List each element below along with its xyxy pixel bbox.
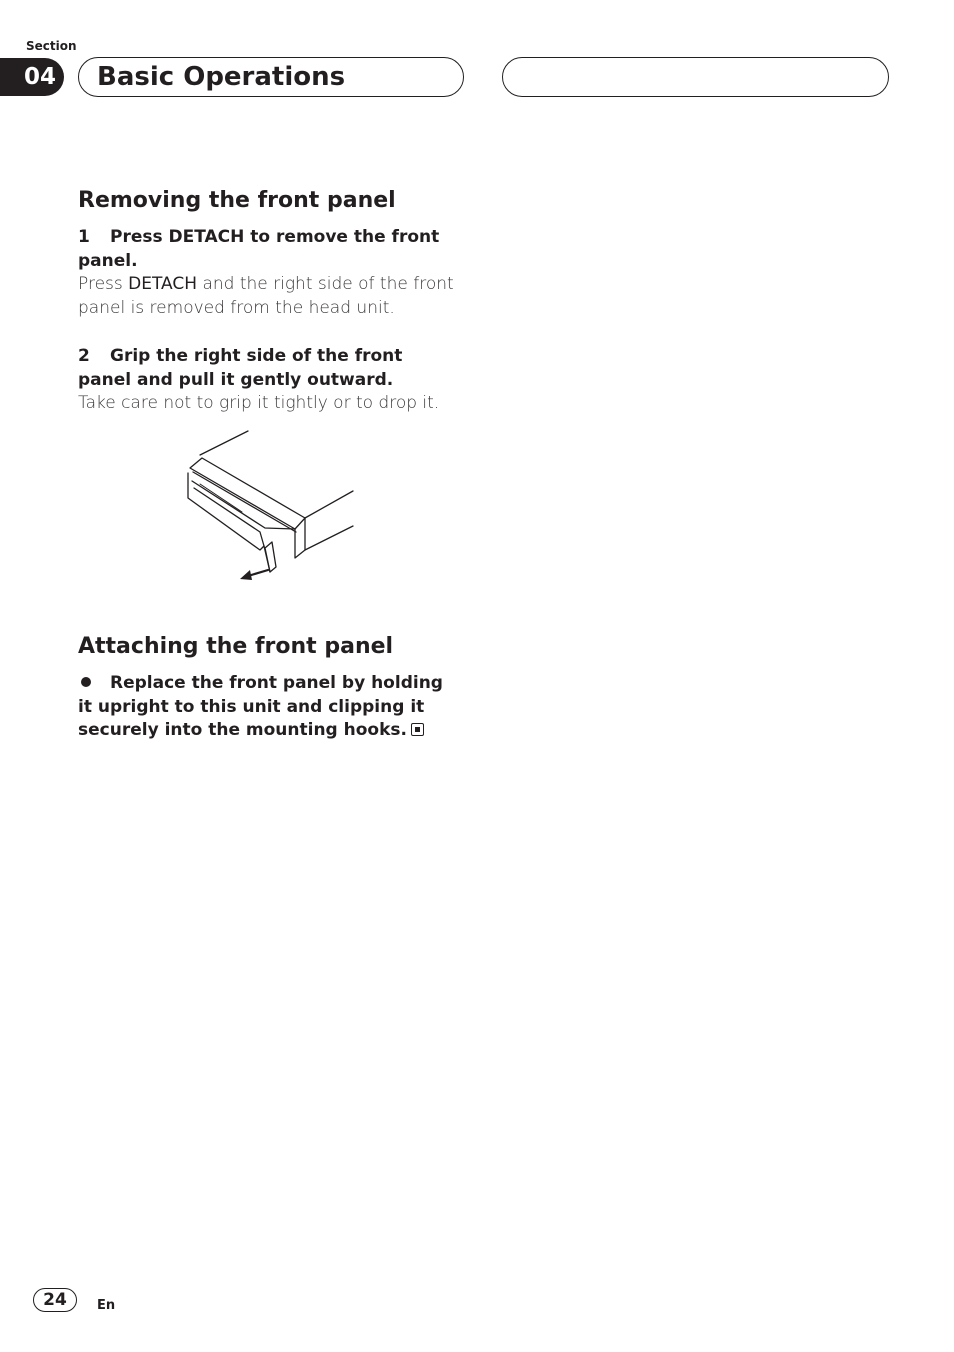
language-code: En xyxy=(97,1298,116,1313)
title-box xyxy=(78,57,464,97)
step-2-number: 2 xyxy=(78,346,90,366)
attaching-heading: Attaching the front panel xyxy=(78,634,394,659)
step-2-text: Grip the right side of the front panel and pull it gently outward. xyxy=(78,346,403,390)
front-panel-removal-illustration xyxy=(180,428,360,588)
section-label: Section xyxy=(26,39,77,53)
step-1-body-suffix: and the right side of the front panel is removed from the head unit. xyxy=(78,274,454,318)
step-1-number: 1 xyxy=(78,227,90,247)
step-1-instruction xyxy=(78,226,458,273)
attaching-instruction xyxy=(78,672,458,743)
empty-header-box xyxy=(502,57,889,97)
step-1-body xyxy=(78,272,458,320)
section-number-badge: 04 xyxy=(0,58,64,96)
page-title: Basic Operations xyxy=(97,62,346,92)
step-1-body-prefix: Press xyxy=(78,274,129,294)
detach-button-label: DETACH xyxy=(128,274,198,294)
page-number: 24 xyxy=(33,1288,77,1312)
step-2-instruction xyxy=(78,345,458,392)
attaching-text: Replace the front panel by holding it upright to this unit and clipping it securely into the mounting hooks. xyxy=(78,673,443,740)
bullet-icon xyxy=(81,677,91,687)
end-mark-icon xyxy=(411,723,424,736)
removing-heading: Removing the front panel xyxy=(78,188,396,213)
step-1-text: Press DETACH to remove the front panel. xyxy=(78,227,440,271)
step-2-body: Take care not to grip it tightly or to drop it. xyxy=(78,393,440,413)
